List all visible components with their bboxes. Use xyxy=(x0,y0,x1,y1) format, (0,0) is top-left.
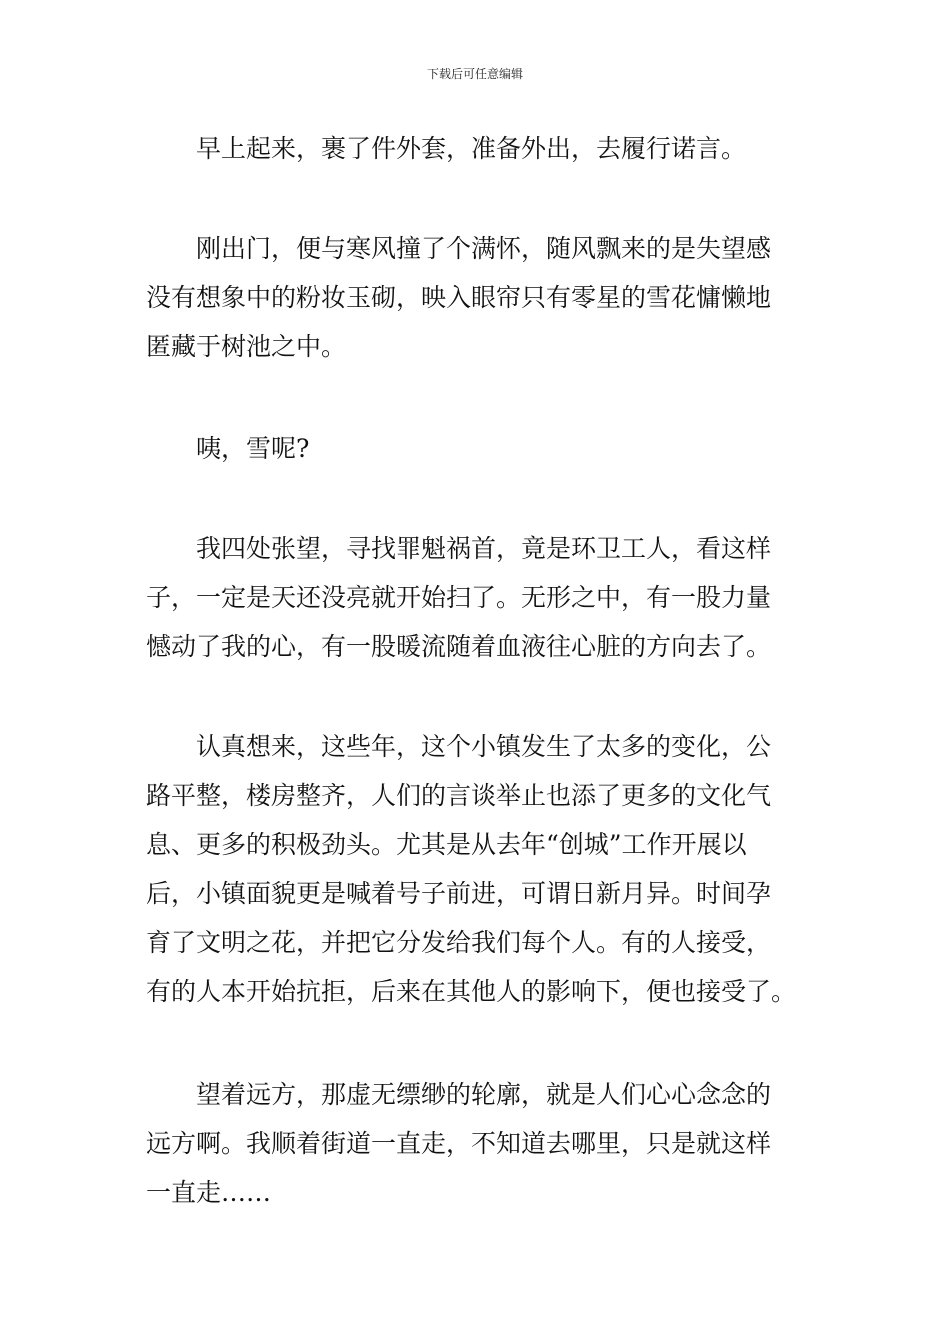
paragraph-line: 息、更多的积极劲头。尤其是从去年“创城”工作开展以 xyxy=(146,830,747,859)
paragraph-2 xyxy=(146,224,808,371)
paragraph-line: 远方啊。我顺着街道一直走，不知道去哪里，只是就这样 xyxy=(146,1129,772,1158)
paragraph-line: 子，一定是天还没亮就开始扫了。无形之中，有一股力量 xyxy=(146,583,772,612)
paragraph-line: 育了文明之花，并把它分发给我们每个人。有的人接受， xyxy=(146,928,772,957)
paragraph-5 xyxy=(146,722,808,1016)
page-header: 下载后可任意编辑 xyxy=(426,67,523,81)
paragraph-line: 后，小镇面貌更是喊着号子前进，可谓日新月异。时间孕 xyxy=(146,879,772,908)
paragraph-line: 憾动了我的心，有一股暖流随着血液往心脏的方向去了。 xyxy=(146,632,772,661)
paragraph-line: 匿藏于树池之中。 xyxy=(146,332,347,361)
paragraph-line: 路平整，楼房整齐，人们的言谈举止也添了更多的文化气 xyxy=(146,781,772,810)
paragraph-line: 刚出门，便与寒风撞了个满怀，随风飘来的是失望感 xyxy=(196,234,772,263)
paragraph-3 xyxy=(146,424,808,473)
paragraph-line: 没有想象中的粉妆玉砌，映入眼帘只有零星的雪花慵懒地 xyxy=(146,283,772,312)
paragraph-1 xyxy=(146,124,808,173)
paragraph-6 xyxy=(146,1070,808,1217)
paragraph-line: 有的人本开始抗拒，后来在其他人的影响下，便也接受了。 xyxy=(146,977,797,1006)
paragraph-line: 认真想来，这些年，这个小镇发生了太多的变化，公 xyxy=(196,732,772,761)
paragraph-line: 望着远方，那虚无缥缈的轮廓，就是人们心心念念的 xyxy=(196,1080,772,1109)
paragraph-4 xyxy=(146,524,808,671)
paragraph-line: 一直走…… xyxy=(146,1178,272,1207)
paragraph-line: 咦，雪呢? xyxy=(196,434,310,463)
paragraph-line: 早上起来，裹了件外套，准备外出，去履行诺言。 xyxy=(196,134,747,163)
paragraph-line: 我四处张望，寻找罪魁祸首，竟是环卫工人，看这样 xyxy=(196,534,772,563)
